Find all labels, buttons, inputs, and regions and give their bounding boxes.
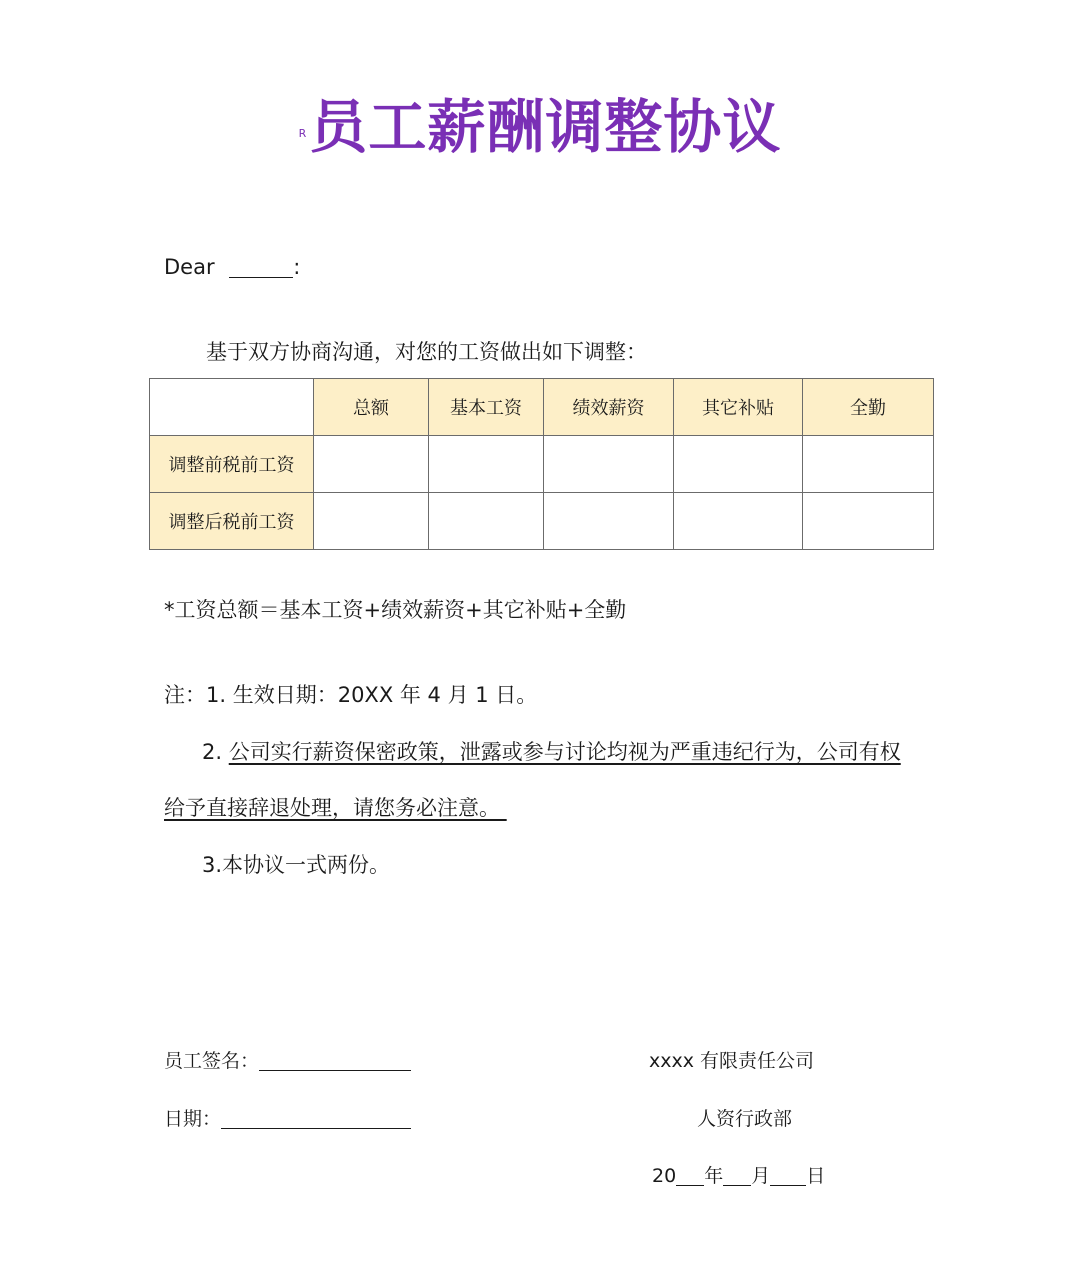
table-row [150,493,934,550]
intro-text: 基于双方协商沟通，对您的工资做出如下调整： [206,340,647,364]
table-cell[interactable] [803,493,934,550]
greeting-prefix: Dear [164,255,215,279]
date-year-prefix: 20 [652,1165,677,1187]
table-cell[interactable] [674,493,803,550]
note2-number: 2. [202,740,223,764]
employee-signature-row [164,1047,411,1075]
table-corner-cell [150,379,314,436]
table-cell[interactable] [674,436,803,493]
employee-date-row [164,1105,411,1133]
note-confidentiality-line1 [202,737,901,767]
day-blank[interactable] [770,1165,806,1186]
date-month-label: 月 [751,1165,771,1187]
registered-mark: R [298,127,308,140]
company-name: xxxx 有限责任公司 [649,1050,815,1072]
employee-date-blank[interactable] [221,1108,411,1129]
table-header-row [150,379,934,436]
table-cell[interactable] [544,493,674,550]
table-cell[interactable] [314,493,429,550]
table-cell[interactable] [429,436,544,493]
note-copies: 3.本协议一式两份。 [202,853,391,877]
recipient-blank[interactable] [229,255,293,278]
date-year-label: 年 [704,1165,724,1187]
date-day-label: 日 [806,1165,826,1187]
table-row [150,436,934,493]
row-header: 调整后税前工资 [150,493,314,550]
document-title [0,92,1080,169]
department-name: 人资行政部 [697,1108,793,1130]
note2-trailing-space [500,796,507,820]
column-header: 全勤 [803,379,934,436]
note2-text-line1: 公司实行薪资保密政策，泄露或参与讨论均视为严重违纪行为，公司有权 [228,740,901,764]
column-header: 基本工资 [429,379,544,436]
table-cell[interactable] [314,436,429,493]
salary-formula: *工资总额＝基本工资+绩效薪资+其它补贴+全勤 [164,598,627,622]
employee-signature-label: 员工签名： [164,1050,260,1072]
salary-table [149,378,934,550]
note-effective-date: 注：1. 生效日期：20XX 年 4 月 1 日。 [164,683,538,707]
title-text: 员工薪酬调整协议 [309,93,782,161]
column-header: 绩效薪资 [544,379,674,436]
table-cell[interactable] [429,493,544,550]
company-date-row [652,1162,825,1190]
table-cell[interactable] [544,436,674,493]
column-header: 总额 [314,379,429,436]
year-blank[interactable] [676,1165,704,1186]
greeting [164,252,300,282]
employee-signature-blank[interactable] [259,1050,411,1071]
note-confidentiality-line2 [164,793,507,823]
row-header: 调整前税前工资 [150,436,314,493]
column-header: 其它补贴 [674,379,803,436]
note2-text-line2: 给予直接辞退处理，请您务必注意。 [164,796,500,820]
table-cell[interactable] [803,436,934,493]
month-blank[interactable] [723,1165,751,1186]
greeting-suffix: : [293,255,301,279]
employee-date-label: 日期： [164,1108,222,1130]
